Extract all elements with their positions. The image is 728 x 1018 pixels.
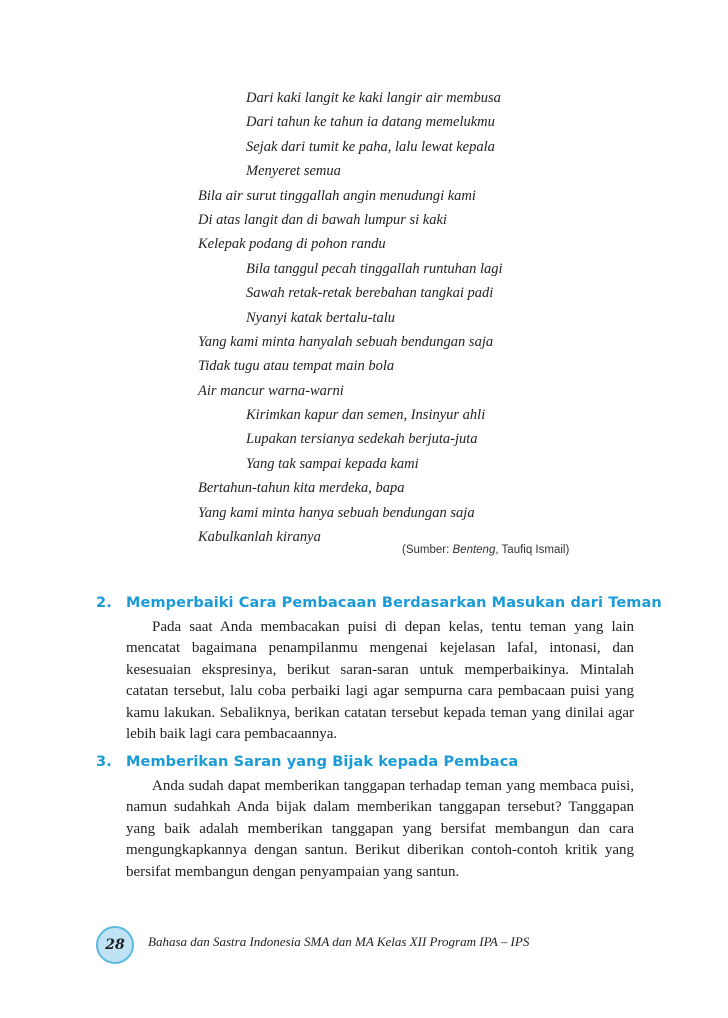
page-number: 28: [105, 937, 125, 953]
poem-line: Yang kami minta hanya sebuah bendungan saja: [198, 504, 475, 521]
poem-line: Kelepak podang di pohon randu: [198, 236, 386, 253]
poem-line: Sejak dari tumit ke paha, lalu lewat kepala: [246, 138, 495, 155]
section-number: 2.: [96, 595, 112, 611]
poem: [198, 86, 598, 549]
section-3: [96, 752, 634, 883]
footer-book-title: Bahasa dan Sastra Indonesia SMA dan MA Kelas XII Program IPA – IPS: [148, 934, 530, 949]
poem-line: Kabulkanlah kiranya: [198, 529, 321, 546]
poem-line: Menyeret semua: [246, 163, 341, 180]
poem-line: Air mancur warna-warni: [198, 382, 344, 399]
poem-line: Tidak tugu atau tempat main bola: [198, 358, 395, 375]
poem-line: Bila air surut tinggallah angin menudungi kami: [198, 187, 476, 204]
section-title: Memberikan Saran yang Bijak kepada Pembaca: [126, 754, 519, 770]
poem-line: Di atas langit dan di bawah lumpur si kaki: [198, 211, 447, 228]
poem-line: Dari kaki langit ke kaki langir air membusa: [246, 90, 501, 106]
poem-line: Lupakan tersianya sedekah berjuta-juta: [246, 431, 478, 448]
section-heading: [96, 752, 634, 772]
source-suffix: , Taufiq Ismail): [495, 544, 570, 556]
poem-line: Yang kami minta hanyalah sebuah bendungan saja: [198, 333, 494, 350]
section-title: Memperbaiki Cara Pembacaan Berdasarkan Masukan dari Teman: [126, 595, 662, 611]
poem-source: [402, 544, 569, 556]
page-number-badge: [96, 926, 134, 964]
poem-line: Bila tanggul pecah tinggallah runtuhan lagi: [246, 260, 503, 277]
section-body: Pada saat Anda membacakan puisi di depan kelas, tentu teman yang lain mencatat bagaimana penampilanmu mengenai kejelasan lafal, intonasi, dan kesesuaian ekspresinya, berikut saran-saran untuk memperbaikinya. Mintalah catatan tersebut, lalu coba perbaiki lagi agar sempurna cara pembacaan puisi yang kamu lakukan. Sebaliknya, berikan catatan tersebut kepada teman yang dinilai agar lebih baik lagi cara pembacaannya.: [126, 619, 634, 743]
poem-line: Bertahun-tahun kita merdeka, bapa: [198, 480, 405, 497]
section-2: [96, 593, 662, 745]
poem-line: Kirimkan kapur dan semen, Insinyur ahli: [246, 407, 486, 424]
poem-line: Yang tak sampai kepada kami: [246, 455, 419, 472]
section-body: Anda sudah dapat memberikan tanggapan terhadap teman yang membaca puisi, namun sudahkah Anda bijak dalam memberikan tanggapan tersebut? Tanggapan yang baik adalah memberikan tanggapan yang bersifat membangun dan cara mengungkapkannya dengan santun. Berikut diberikan contoh-contoh kritik yang bersifat membangun dengan penyampaian yang santun.: [126, 778, 634, 880]
source-title: Benteng: [452, 544, 496, 556]
poem-line: Dari tahun ke tahun ia datang memelukmu: [246, 114, 495, 131]
poem-line: Nyanyi katak bertalu-talu: [246, 309, 395, 326]
source-prefix: (Sumber:: [402, 544, 453, 556]
section-number: 3.: [96, 754, 112, 770]
section-heading: [96, 593, 662, 613]
poem-line: Sawah retak-retak berebahan tangkai padi: [246, 285, 494, 302]
